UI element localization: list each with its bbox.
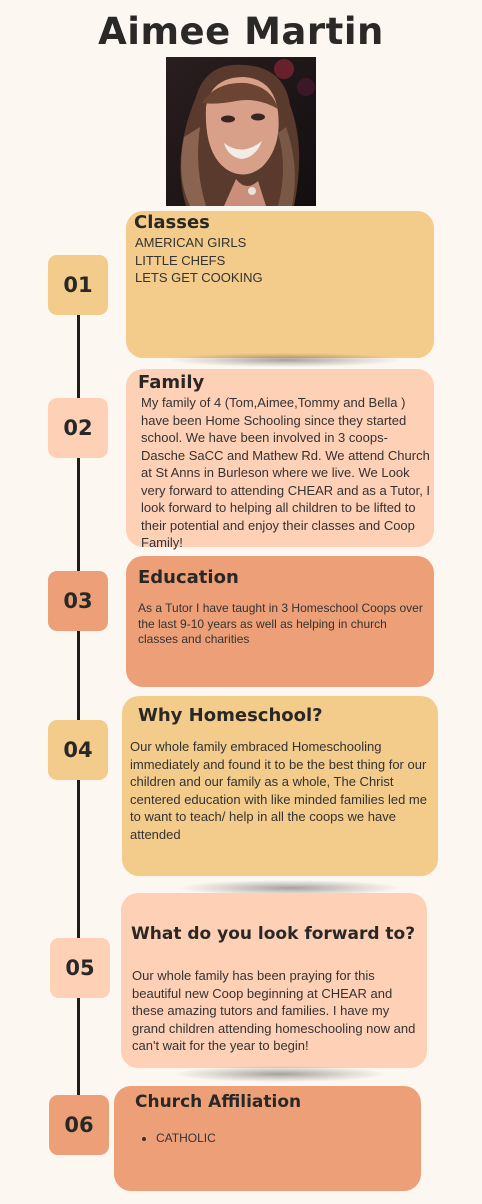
classes-heading: Classes xyxy=(134,212,210,233)
look-forward-heading: What do you look forward to? xyxy=(131,924,416,944)
section-number-02: 02 xyxy=(48,398,108,458)
list-item: • CATHOLIC xyxy=(156,1130,406,1148)
card-shadow xyxy=(175,1066,385,1082)
profile-photo xyxy=(166,57,316,206)
class-item: LITTLE CHEFS xyxy=(135,252,226,268)
section-number-04: 04 xyxy=(48,720,108,780)
section-number-05: 05 xyxy=(50,938,110,998)
family-text: My family of 4 (Tom,Aimee,Tommy and Bella ) have been Home Schooling since they started school. We have been involved in 3 coops- Dasche SaCC and Mathew Rd. We attend Church at St Anns in Burleson where we live. We Look very forward to attending CHEAR and as a Tutor, I look forward to helping all children to be lifted to their potential and enjoy their classes and Coop Family! xyxy=(141,395,431,550)
why-homeschool-heading: Why Homeschool? xyxy=(138,705,323,726)
section-number-03: 03 xyxy=(48,571,108,631)
card-shadow xyxy=(170,353,400,367)
family-heading: Family xyxy=(138,372,205,393)
section-number-01: 01 xyxy=(48,255,108,315)
church-affiliation-heading: Church Affiliation xyxy=(135,1092,302,1112)
section-number-06: 06 xyxy=(49,1095,109,1155)
education-heading: Education xyxy=(138,567,239,588)
class-item: LETS GET COOKING xyxy=(135,270,263,285)
page-title: Aimee Martin xyxy=(98,10,384,53)
why-homeschool-text: Our whole family embraced Homeschooling immediately and found it to be the best thing for our children and our family as a whole, The Christ centered education with like minded families led me to want to teach/ help in all the coops we have attended xyxy=(130,739,427,842)
look-forward-text: Our whole family has been praying for this beautiful new Coop beginning at CHEAR and these amazing tutors and families. I have my grand children attending homeschooling now and can't wait for the year to begin! xyxy=(132,968,416,1053)
class-item: AMERICAN GIRLS xyxy=(135,235,247,250)
education-text: As a Tutor I have taught in 3 Homeschool Coops over the last 9-10 years as well as helping in church classes and charities xyxy=(138,601,423,646)
classes-list xyxy=(135,234,425,287)
church-affiliation-list xyxy=(136,1130,406,1148)
